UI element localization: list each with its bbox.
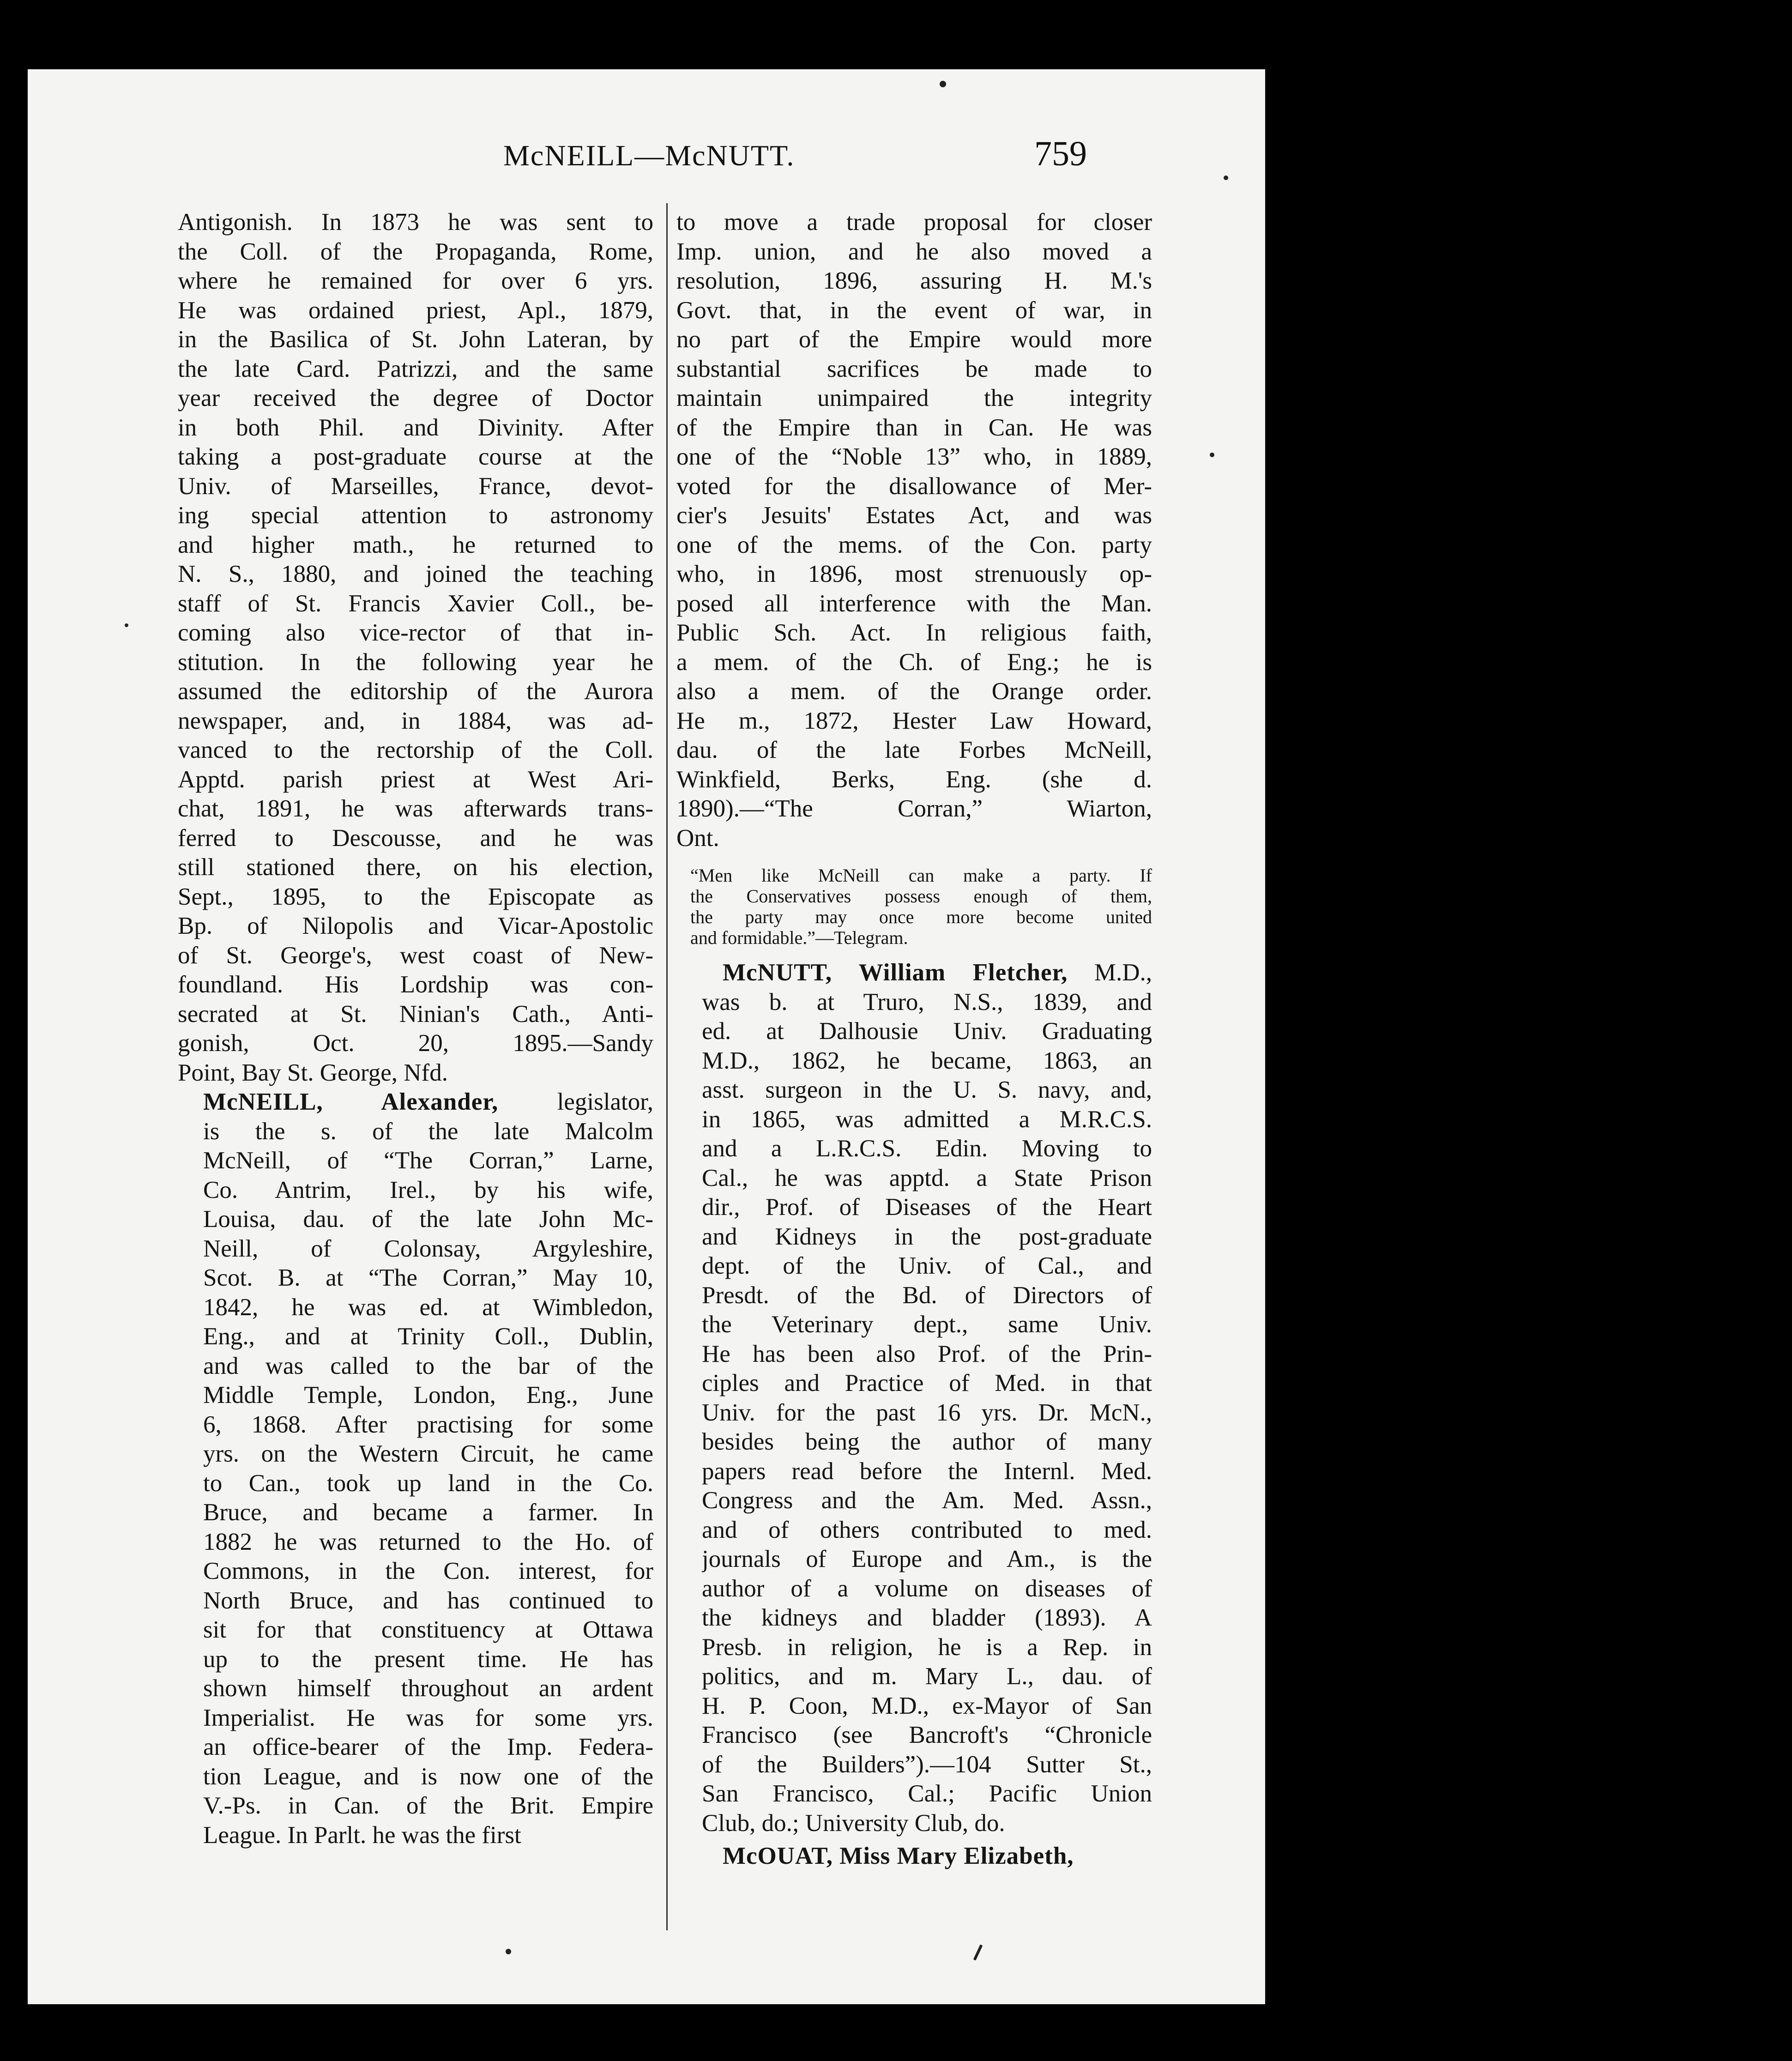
text-line: in 1865, was admitted a M.R.C.S. bbox=[702, 1106, 1152, 1133]
text-line: Antigonish. In 1873 he was sent to bbox=[178, 209, 653, 236]
entry-name: McNUTT, William Fletcher, bbox=[723, 959, 1068, 986]
text-line: the kidneys and bladder (1893). A bbox=[702, 1604, 1152, 1631]
text-line: N. S., 1880, and joined the teaching bbox=[178, 561, 653, 587]
text-line: where he remained for over 6 yrs. bbox=[178, 267, 653, 294]
text-line: Bruce, and became a farmer. In bbox=[203, 1499, 653, 1526]
text-line: one of the mems. of the Con. party bbox=[676, 531, 1152, 558]
entry-heading-rest: M.D., bbox=[1068, 959, 1152, 986]
text-line: one of the “Noble 13” who, in 1889, bbox=[676, 443, 1152, 470]
text-line: 1842, he was ed. at Wimbledon, bbox=[203, 1293, 653, 1321]
text-line: posed all interference with the Man. bbox=[676, 590, 1152, 617]
text-line: Commons, in the Con. interest, for bbox=[203, 1558, 653, 1584]
text-line: who, in 1896, most strenuously op- bbox=[676, 561, 1152, 587]
text-line: He has been also Prof. of the Prin- bbox=[702, 1340, 1152, 1367]
entry-mcneill-alexander bbox=[178, 1088, 653, 1850]
text-line: the Veterinary dept., same Univ. bbox=[702, 1311, 1152, 1338]
text-line: North Bruce, and has continued to bbox=[203, 1587, 653, 1614]
text-line: dir., Prof. of Diseases of the Heart bbox=[702, 1194, 1152, 1221]
text-line: Neill, of Colonsay, Argyleshire, bbox=[203, 1235, 653, 1262]
page-number: 759 bbox=[1034, 134, 1087, 173]
scan-border bbox=[1265, 28, 1792, 2061]
text-line: of the Empire than in Can. He was bbox=[676, 414, 1152, 441]
text-line: Presb. in religion, he is a Rep. in bbox=[702, 1633, 1152, 1661]
text-line: Cal., he was apptd. a State Prison bbox=[702, 1164, 1152, 1191]
print-speck bbox=[1224, 175, 1228, 180]
entry-name: McNEILL, Alexander, bbox=[203, 1088, 499, 1115]
text-line: Sept., 1895, to the Episcopate as bbox=[178, 883, 653, 910]
text-line: League. In Parlt. he was the first bbox=[203, 1821, 521, 1849]
text-line: tion League, and is now one of the bbox=[203, 1763, 653, 1790]
text-line: the party may once more become united bbox=[690, 907, 1152, 927]
print-speck bbox=[1210, 453, 1214, 457]
text-line: McNeill, of “The Corran,” Larne, bbox=[203, 1147, 653, 1174]
print-speck bbox=[940, 81, 946, 87]
text-line: Louisa, dau. of the late John Mc- bbox=[203, 1206, 653, 1233]
text-line: Club, do.; University Club, do. bbox=[702, 1809, 1005, 1837]
text-line: in the Basilica of St. John Lateran, by bbox=[178, 326, 653, 353]
text-line: shown himself throughout an ardent bbox=[203, 1675, 653, 1702]
text-line: substantial sacrifices be made to bbox=[676, 355, 1152, 382]
text-line: to Can., took up land in the Co. bbox=[203, 1469, 653, 1497]
text-line: also a mem. of the Orange order. bbox=[676, 678, 1152, 705]
text-line: Univ. of Marseilles, France, devot- bbox=[178, 472, 653, 500]
text-line: 1890).—“The Corran,” Wiarton, bbox=[676, 795, 1152, 822]
text-line: Congress and the Am. Med. Assn., bbox=[702, 1487, 1152, 1514]
text-line: dau. of the late Forbes McNeill, bbox=[676, 737, 1152, 763]
column-divider bbox=[666, 203, 668, 1930]
text-line: “Men like McNeill can make a party. If bbox=[690, 865, 1152, 886]
text-line: Point, Bay St. George, Nfd. bbox=[178, 1059, 448, 1086]
text-line: Imperialist. He was for some yrs. bbox=[203, 1704, 653, 1731]
text-line: up to the present time. He has bbox=[203, 1645, 653, 1673]
right-column bbox=[676, 208, 1152, 1935]
text-line: and of others contributed to med. bbox=[702, 1516, 1152, 1543]
text-line: still stationed there, on his election, bbox=[178, 854, 653, 881]
text-line: yrs. on the Western Circuit, he came bbox=[203, 1440, 653, 1467]
entry-body bbox=[676, 988, 1152, 1838]
text-line: H. P. Coon, M.D., ex-Mayor of San bbox=[702, 1692, 1152, 1719]
text-line: Public Sch. Act. In religious faith, bbox=[676, 619, 1152, 646]
left-column bbox=[178, 208, 653, 1935]
text-line: and a L.R.C.S. Edin. Moving to bbox=[702, 1135, 1152, 1162]
text-line: taking a post-graduate course at the bbox=[178, 443, 653, 470]
left-column-text bbox=[178, 208, 653, 1088]
text-line: gonish, Oct. 20, 1895.—Sandy bbox=[178, 1030, 653, 1057]
text-line: year received the degree of Doctor bbox=[178, 385, 653, 411]
text-line: an office-bearer of the Imp. Federa- bbox=[203, 1734, 653, 1760]
text-line: secrated at St. Ninian's Cath., Anti- bbox=[178, 1000, 653, 1027]
text-line: and formidable.”—Telegram. bbox=[690, 927, 908, 948]
print-speck bbox=[973, 1944, 983, 1960]
text-line: Scot. B. at “The Corran,” May 10, bbox=[203, 1264, 653, 1291]
text-line: journals of Europe and Am., is the bbox=[702, 1546, 1152, 1572]
entry-mcnutt bbox=[676, 958, 1152, 1838]
text-line: asst. surgeon in the U. S. navy, and, bbox=[702, 1076, 1152, 1103]
text-line: to move a trade proposal for closer bbox=[676, 209, 1152, 236]
text-line: ferred to Descousse, and he was bbox=[178, 824, 653, 852]
text-line: of St. George's, west coast of New- bbox=[178, 942, 653, 969]
text-line: papers read before the Internl. Med. bbox=[702, 1457, 1152, 1485]
text-line: Winkfield, Berks, Eng. (she d. bbox=[676, 766, 1152, 793]
text-line: is the s. of the late Malcolm bbox=[203, 1118, 653, 1145]
entry-heading-line bbox=[676, 958, 1152, 988]
text-line: no part of the Empire would more bbox=[676, 326, 1152, 353]
text-line: ed. at Dalhousie Univ. Graduating bbox=[702, 1018, 1152, 1045]
text-line: Govt. that, in the event of war, in bbox=[676, 296, 1152, 324]
text-line: politics, and m. Mary L., dau. of bbox=[702, 1663, 1152, 1690]
text-line: dept. of the Univ. of Cal., and bbox=[702, 1252, 1152, 1279]
text-line: Eng., and at Trinity Coll., Dublin, bbox=[203, 1323, 653, 1350]
text-line: Apptd. parish priest at West Ari- bbox=[178, 766, 653, 793]
text-line: the Conservatives possess enough of them, bbox=[690, 886, 1152, 907]
entry-mcouat bbox=[676, 1842, 1152, 1871]
text-line: Bp. of Nilopolis and Vicar-Apostolic bbox=[178, 913, 653, 939]
text-line: in both Phil. and Divinity. After bbox=[178, 414, 653, 441]
entry-heading-rest: legislator, bbox=[498, 1088, 653, 1115]
text-line: author of a volume on diseases of bbox=[702, 1575, 1152, 1602]
text-line: and higher math., he returned to bbox=[178, 531, 653, 558]
text-line: 1882 he was returned to the Ho. of bbox=[203, 1528, 653, 1555]
text-line: He was ordained priest, Apl., 1879, bbox=[178, 296, 653, 324]
text-line: foundland. His Lordship was con- bbox=[178, 971, 653, 998]
entry-name: McOUAT, Miss Mary Elizabeth, bbox=[723, 1843, 1074, 1869]
text-line: ing special attention to astronomy bbox=[178, 502, 653, 529]
text-line: Ont. bbox=[676, 824, 719, 852]
text-line: chat, 1891, he was afterwards trans- bbox=[178, 795, 653, 822]
text-line: staff of St. Francis Xavier Coll., be- bbox=[178, 590, 653, 617]
quotation bbox=[676, 865, 1152, 948]
text-line: and was called to the bar of the bbox=[203, 1352, 653, 1379]
page-header bbox=[28, 134, 1265, 189]
entry-body bbox=[178, 1117, 653, 1850]
text-line: a mem. of the Ch. of Eng.; he is bbox=[676, 648, 1152, 676]
text-line: assumed the editorship of the Aurora bbox=[178, 678, 653, 705]
entry-heading-line bbox=[178, 1088, 653, 1117]
running-head: McNEILL—McNUTT. bbox=[503, 139, 795, 172]
text-line: besides being the author of many bbox=[702, 1428, 1152, 1455]
text-line: maintain unimpaired the integrity bbox=[676, 385, 1152, 411]
text-line: Middle Temple, London, Eng., June bbox=[203, 1382, 653, 1408]
text-line: voted for the disallowance of Mer- bbox=[676, 472, 1152, 500]
text-line: newspaper, and, in 1884, was ad- bbox=[178, 707, 653, 734]
text-line: of the Builders”).—104 Sutter St., bbox=[702, 1751, 1152, 1778]
text-line: Presdt. of the Bd. of Directors of bbox=[702, 1281, 1152, 1309]
book-page bbox=[28, 69, 1265, 2004]
text-line: vanced to the rectorship of the Coll. bbox=[178, 737, 653, 763]
text-line: Francisco (see Bancroft's “Chronicle bbox=[702, 1722, 1152, 1748]
text-line: sit for that constituency at Ottawa bbox=[203, 1616, 653, 1643]
print-speck bbox=[506, 1949, 511, 1954]
text-line: V.-Ps. in Can. of the Brit. Empire bbox=[203, 1792, 653, 1819]
text-line: resolution, 1896, assuring H. M.'s bbox=[676, 267, 1152, 294]
text-line: He m., 1872, Hester Law Howard, bbox=[676, 707, 1152, 734]
text-line: the Coll. of the Propaganda, Rome, bbox=[178, 238, 653, 265]
text-line: San Francisco, Cal.; Pacific Union bbox=[702, 1780, 1152, 1807]
text-line: was b. at Truro, N.S., 1839, and bbox=[702, 988, 1152, 1015]
text-line: Co. Antrim, Irel., by his wife, bbox=[203, 1176, 653, 1203]
text-line: cier's Jesuits' Estates Act, and was bbox=[676, 502, 1152, 529]
print-speck bbox=[125, 623, 128, 627]
text-line: Imp. union, and he also moved a bbox=[676, 238, 1152, 265]
text-line: 6, 1868. After practising for some bbox=[203, 1411, 653, 1438]
text-line: Univ. for the past 16 yrs. Dr. McN., bbox=[702, 1399, 1152, 1426]
text-line: stitution. In the following year he bbox=[178, 648, 653, 676]
text-line: coming also vice-rector of that in- bbox=[178, 619, 653, 646]
right-column-text bbox=[676, 208, 1152, 853]
text-line: ciples and Practice of Med. in that bbox=[702, 1370, 1152, 1396]
text-line: and Kidneys in the post-graduate bbox=[702, 1223, 1152, 1250]
text-line: M.D., 1862, he became, 1863, an bbox=[702, 1047, 1152, 1074]
text-line: the late Card. Patrizzi, and the same bbox=[178, 355, 653, 382]
